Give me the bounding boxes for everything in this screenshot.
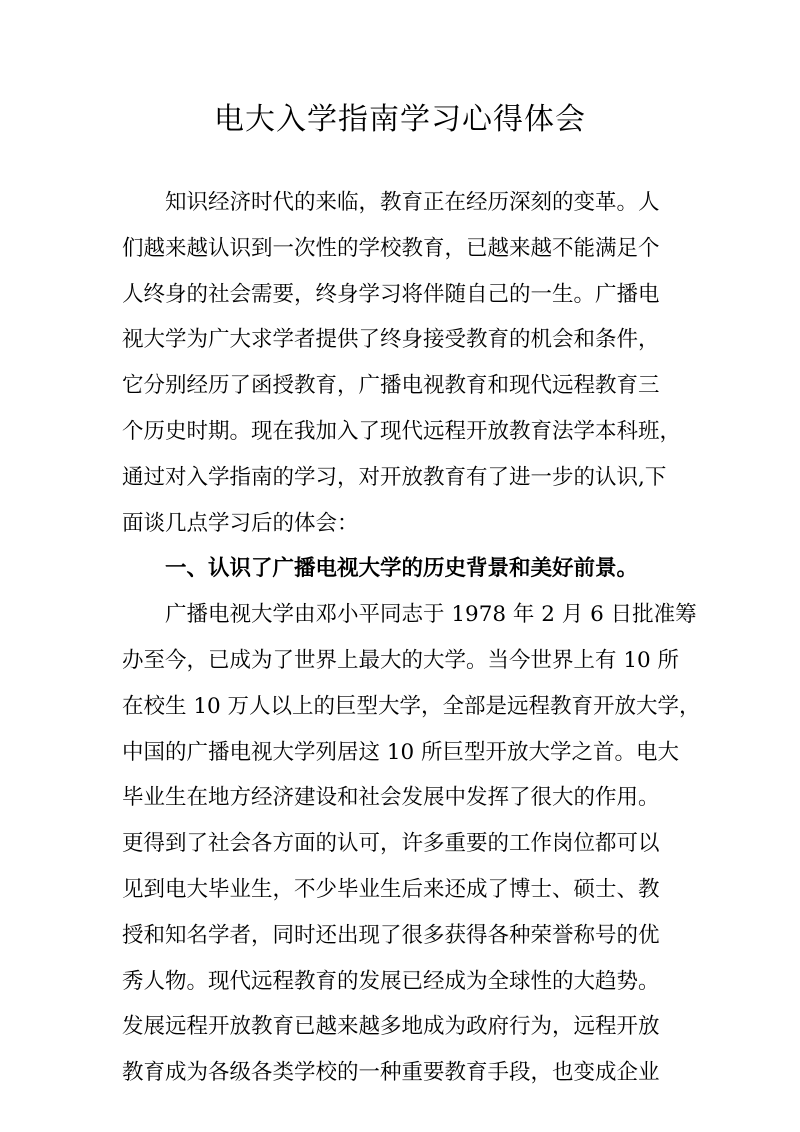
paragraph-line: 面谈几点学习后的体会：: [122, 510, 359, 536]
paragraph-line: 中国的广播电视大学列居这 10 所巨型开放大学之首。电大: [122, 739, 680, 765]
paragraph-line: 个历史时期。现在我加入了现代远程开放教育法学本科班，: [122, 418, 682, 444]
paragraph-line: 们越来越认识到一次性的学校教育，已越来越不能满足个: [122, 235, 660, 261]
paragraph-line: 发展远程开放教育已越来越多地成为政府行为，远程开放: [122, 1014, 660, 1040]
paragraph-line: 在校生 10 万人以上的巨型大学，全部是远程教育开放大学，: [122, 693, 701, 719]
paragraph-line: 通过对入学指南的学习，对开放教育有了进一步的认识,下: [122, 464, 667, 490]
paragraph-line: 视大学为广大求学者提供了终身接受教育的机会和条件，: [122, 327, 660, 353]
page-title: 电大入学指南学习心得体会: [214, 102, 586, 137]
paragraph-line: 授和知名学者，同时还出现了很多获得各种荣誉称号的优: [122, 922, 660, 948]
paragraph-line: 人终身的社会需要，终身学习将伴随自己的一生。广播电: [122, 281, 660, 307]
paragraph-line: 秀人物。现代远程教育的发展已经成为全球性的大趋势。: [122, 968, 660, 994]
paragraph-line: 知识经济时代的来临，教育正在经历深刻的变革。人: [165, 190, 660, 215]
paragraph-line: 它分别经历了函授教育，广播电视教育和现代远程教育三: [122, 373, 660, 399]
paragraph-line: 毕业生在地方经济建设和社会发展中发挥了很大的作用。: [122, 785, 660, 811]
section-heading: 一、认识了广播电视大学的历史背景和美好前景。: [165, 556, 639, 582]
document-body: [122, 180, 701, 1096]
paragraph-line: 更得到了社会各方面的认可，许多重要的工作岗位都可以: [122, 831, 660, 857]
paragraph-line: 办至今，已成为了世界上最大的大学。当今世界上有 10 所: [122, 647, 680, 673]
paragraph-line: 见到电大毕业生，不少毕业生后来还成了博士、硕士、教: [122, 876, 660, 902]
paragraph-line: 广播电视大学由邓小平同志于 1978 年 2 月 6 日批准筹: [165, 602, 697, 628]
paragraph-line: 教育成为各级各类学校的一种重要教育手段，也变成企业: [122, 1060, 660, 1086]
